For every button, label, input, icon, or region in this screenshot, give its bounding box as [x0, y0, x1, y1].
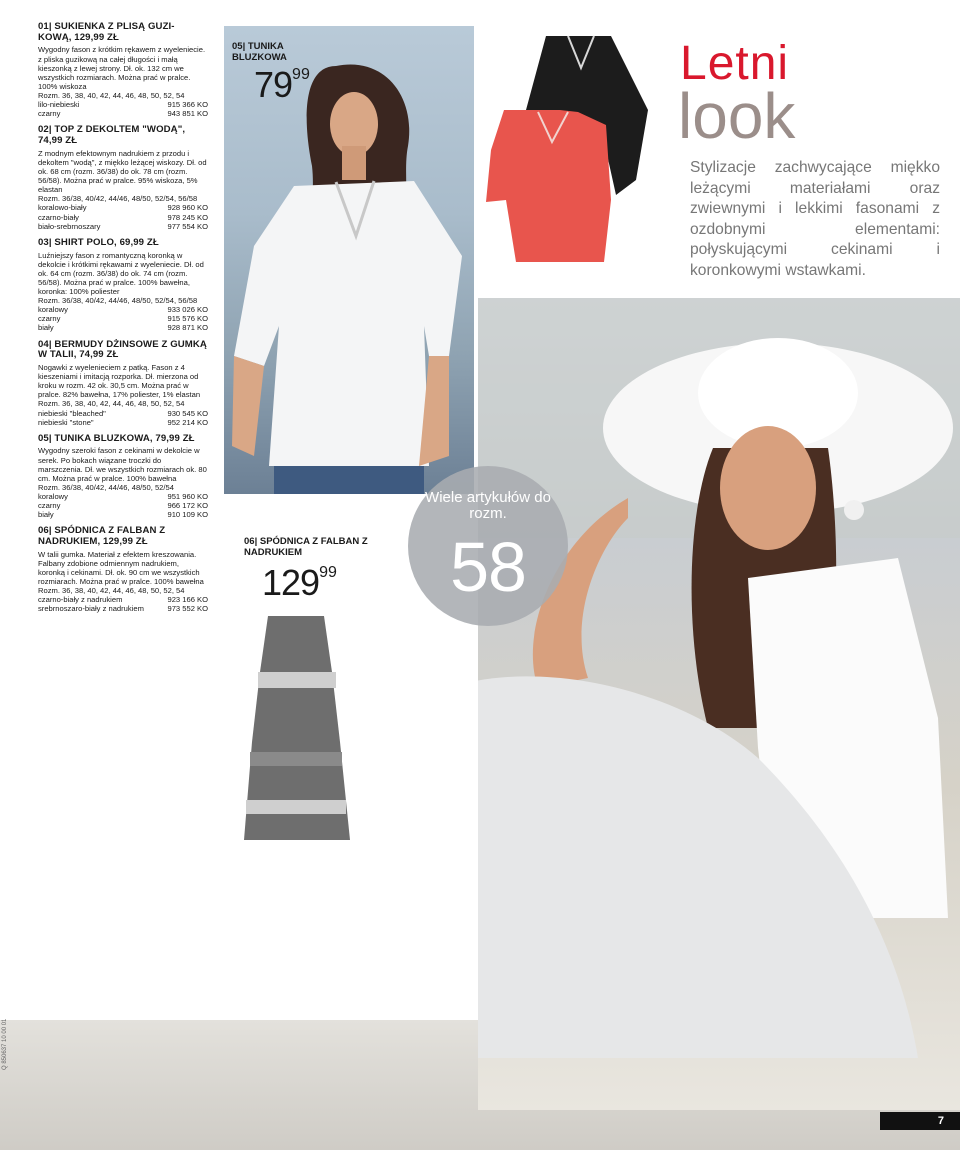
product-description: Wygodny szeroki fason z cekinami w dekolcie w serek. Po bokach wiązane troczki do marszczenia. Dł. we wszystkich rozmiarach ok. 80 cm. Można prać w pralce. 100% bawełna	[38, 446, 207, 483]
product-description: Nogawki z wyelenieciem z patką. Fason z 4 kieszeniami i imitacją rozporka. Dł. mierzona od kroku w rozm. 42 ok. 30,5 cm. Można prać w pralce. 82% bawełna, 17% poliester, 1% elastan	[38, 362, 201, 400]
product-title-text: SUKIENKA Z PLISĄ GUZI-KOWĄ, 129,99 ZŁ	[38, 21, 175, 43]
size-badge-number: 58	[450, 528, 526, 606]
product-description: Z modnym efektownym nadrukiem z przodu i dekoltem "wodą", z miękko leżącej wiskozy. Dł. od ok. 68 cm (rozm. 36/38) do ok. 78 cm (rozm. 56/58). Można prać w pralce. 95% wiskoza, 5% elastan	[38, 148, 207, 195]
variant-row	[38, 418, 208, 427]
product-sizes: Rozm. 36/38, 40/42, 44/46, 48/50, 52/54, 56/58	[38, 296, 198, 306]
variant-color: czarny	[38, 109, 61, 119]
tunic-price-label: 05| TUNIKA BLUZKOWA	[232, 41, 287, 63]
product-title-text: BERMUDY DŻINSOWE Z GUMKĄ W TALII, 74,99 ZŁ	[38, 338, 207, 361]
variant-color: czarny	[38, 501, 61, 511]
product-sizes: Rozm. 36, 38, 40, 42, 44, 46, 48, 50, 52, 54	[38, 91, 185, 101]
product-list	[38, 22, 208, 621]
product-sizes: Rozm. 36, 38, 40, 42, 44, 46, 48, 50, 52, 54	[38, 586, 185, 596]
variant-code: 928 960 KO	[167, 203, 208, 213]
size-badge-text: Wiele artykułów do rozm.	[425, 489, 551, 522]
variant-color: biały	[38, 510, 54, 520]
variant-row	[38, 323, 208, 332]
variant-row	[38, 604, 208, 613]
tunic-price-int: 79	[254, 64, 293, 105]
product-title-text: SHIRT POLO, 69,99 ZŁ	[54, 236, 159, 248]
headline-description: Stylizacje zachwycające miękko leżącymi materiałami oraz zwiewnymi i lekkimi fasonami z ozdobnymi elementami: połyskującymi cekinami i koronkowymi wstawkami.	[690, 159, 940, 279]
variant-row	[38, 213, 208, 222]
variant-code: 978 245 KO	[167, 212, 208, 222]
variant-code: 910 109 KO	[167, 510, 208, 520]
product-description: Luźniejszy fason z romantyczną koronką w dekolcie i krótkimi rękawami z wyeleniecie. Dł. od ok. 64 cm (rozm. 36/38) do ok. 74 cm (rozm. 56/58). Można prać w pralce. 100% bawełna, koronka: 100% poliester	[38, 250, 204, 296]
product-number: 03|	[38, 236, 52, 248]
skirt-illustration	[240, 612, 352, 844]
skirt-price	[262, 562, 337, 604]
product-title	[38, 340, 208, 361]
product-number: 04|	[38, 338, 52, 350]
variant-color: koralowo-biały	[38, 203, 87, 213]
variant-row	[38, 595, 208, 604]
skirt-price-dec: 99	[319, 564, 337, 581]
product-description: W talii gumka. Materiał z efektem kreszowania. Falbany zdobione odmiennym nadrukiem, koronką i cekinami. Dł. ok. 90 cm we wszystkich rozmiarach. Można prać w pralce. 100% bawełna	[38, 549, 204, 587]
variant-code: 923 166 KO	[167, 595, 208, 605]
size-badge	[408, 466, 568, 626]
product-item	[38, 238, 208, 333]
variant-code: 930 545 KO	[167, 408, 208, 418]
product-item	[38, 526, 208, 613]
product-title	[38, 125, 208, 146]
product-title-text: TUNIKA BLUZKOWA, 79,99 ZŁ	[54, 432, 195, 444]
skirt-product-photo	[240, 612, 352, 844]
product-title	[38, 434, 208, 445]
variant-color: biało-srebrnoszary	[38, 221, 101, 231]
skirt-price-int: 129	[262, 562, 320, 603]
variant-code: 951 960 KO	[167, 492, 208, 502]
variant-row	[38, 109, 208, 118]
variant-color: biały	[38, 323, 54, 333]
tunic-price	[254, 64, 310, 106]
product-number: 02|	[38, 124, 52, 136]
main-model-photo	[478, 298, 960, 1110]
product-item	[38, 125, 208, 230]
variant-code: 977 554 KO	[167, 221, 208, 231]
product-number: 05|	[38, 432, 52, 444]
variant-color: koralowy	[38, 305, 68, 315]
product-sizes: Rozm. 36, 38, 40, 42, 44, 46, 48, 50, 52, 54	[38, 399, 185, 409]
product-sizes: Rozm. 36/38, 40/42, 44/46, 48/50, 52/54, 56/58	[38, 194, 198, 204]
skirt-price-label: 06| SPÓDNICA Z FALBAN Z NADRUKIEM	[244, 536, 368, 558]
variant-color: czarno-biały	[38, 212, 79, 222]
headline-line2: look	[678, 80, 796, 152]
variant-color: lilo-niebieski	[38, 100, 80, 110]
variant-row	[38, 100, 208, 109]
product-title	[38, 526, 208, 547]
variant-code: 952 214 KO	[167, 417, 208, 427]
variant-code: 943 851 KO	[167, 109, 208, 119]
variant-color: czarny	[38, 314, 61, 324]
variant-code: 915 576 KO	[167, 314, 208, 324]
variant-color: niebieski "bleached"	[38, 408, 106, 418]
product-title-text: TOP Z DEKOLTEM "WODĄ", 74,99 ZŁ	[38, 124, 186, 147]
product-number: 01|	[38, 21, 52, 32]
variant-row	[38, 222, 208, 231]
product-title	[38, 22, 208, 43]
page-code	[2, 1060, 8, 1070]
variant-code: 928 871 KO	[167, 323, 208, 333]
headline-line1: Letni	[680, 37, 790, 90]
variant-row	[38, 314, 208, 323]
tops-illustration	[486, 30, 651, 300]
main-model-illustration	[478, 298, 960, 1110]
variant-row	[38, 510, 208, 519]
product-description: Wygodny fason z krótkim rękawem z wyeleniecie. z pliska guzikową na całej długości i małą kieszonką z lewej strony. Dł. ok. 132 cm we wszystkich rozmiarach. Można prać w pralce. 100% wiskoza	[38, 45, 206, 91]
tops-product-photo	[486, 30, 651, 300]
variant-row	[38, 501, 208, 510]
variant-color: koralowy	[38, 492, 68, 502]
variant-color: niebieski "stone"	[38, 417, 94, 427]
variant-code: 973 552 KO	[167, 604, 208, 614]
variant-code: 933 026 KO	[167, 305, 208, 315]
product-item	[38, 434, 208, 520]
product-item	[38, 22, 208, 118]
product-title-text: SPÓDNICA Z FALBAN Z NADRUKIEM, 129,99 ZŁ	[38, 525, 166, 548]
variant-row	[38, 203, 208, 212]
variant-row	[38, 409, 208, 418]
variant-color: czarno-biały z nadrukiem	[38, 595, 123, 605]
product-sizes: Rozm. 36/38, 40/42, 44/46, 48/50, 52/54	[38, 482, 174, 492]
page-number: 7	[880, 1112, 960, 1130]
variant-color: srebrnoszaro-biały z nadrukiem	[38, 604, 144, 614]
variant-code: 966 172 KO	[167, 501, 208, 511]
product-number: 06|	[38, 525, 52, 537]
variant-row	[38, 305, 208, 314]
headline	[678, 37, 940, 152]
variant-row	[38, 492, 208, 501]
product-item	[38, 340, 208, 427]
variant-code: 915 366 KO	[167, 100, 208, 110]
tunic-price-dec: 99	[292, 66, 310, 83]
product-title	[38, 238, 208, 249]
